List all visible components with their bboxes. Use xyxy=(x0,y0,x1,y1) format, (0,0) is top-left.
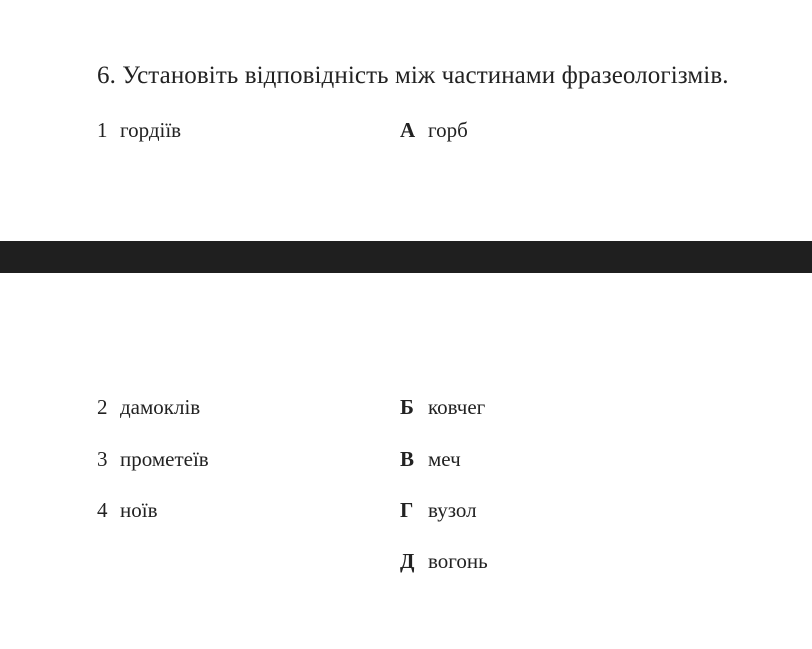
left-item-4 xyxy=(97,497,158,523)
right-item-v xyxy=(400,446,461,472)
divider-bar xyxy=(0,241,812,273)
left-item-number: 1 xyxy=(97,118,108,142)
right-item-letter: А xyxy=(400,118,416,142)
left-item-text: прометеїв xyxy=(120,447,209,471)
left-item-text: гордіїв xyxy=(120,118,182,142)
right-item-letter: Г xyxy=(400,498,414,522)
left-item-1 xyxy=(97,117,181,143)
left-item-number: 4 xyxy=(97,498,108,522)
right-item-a xyxy=(400,117,468,143)
question-title: 6. Установіть відповідність між частинами фразеологізмів. xyxy=(97,62,729,89)
left-item-number: 2 xyxy=(97,395,108,419)
right-item-text: ковчег xyxy=(428,395,486,419)
right-item-letter: Б xyxy=(400,395,414,419)
left-item-text: дамоклів xyxy=(120,395,201,419)
right-item-text: меч xyxy=(428,447,461,471)
left-item-text: ноїв xyxy=(120,498,158,522)
right-item-text: горб xyxy=(428,118,468,142)
right-item-h xyxy=(400,497,477,523)
right-item-text: вогонь xyxy=(428,549,488,573)
left-item-2 xyxy=(97,394,200,420)
right-item-text: вузол xyxy=(428,498,477,522)
right-item-letter: В xyxy=(400,447,415,471)
right-item-d xyxy=(400,548,488,574)
right-item-b xyxy=(400,394,485,420)
right-item-letter: Д xyxy=(400,549,415,573)
left-item-3 xyxy=(97,446,209,472)
left-item-number: 3 xyxy=(97,447,108,471)
